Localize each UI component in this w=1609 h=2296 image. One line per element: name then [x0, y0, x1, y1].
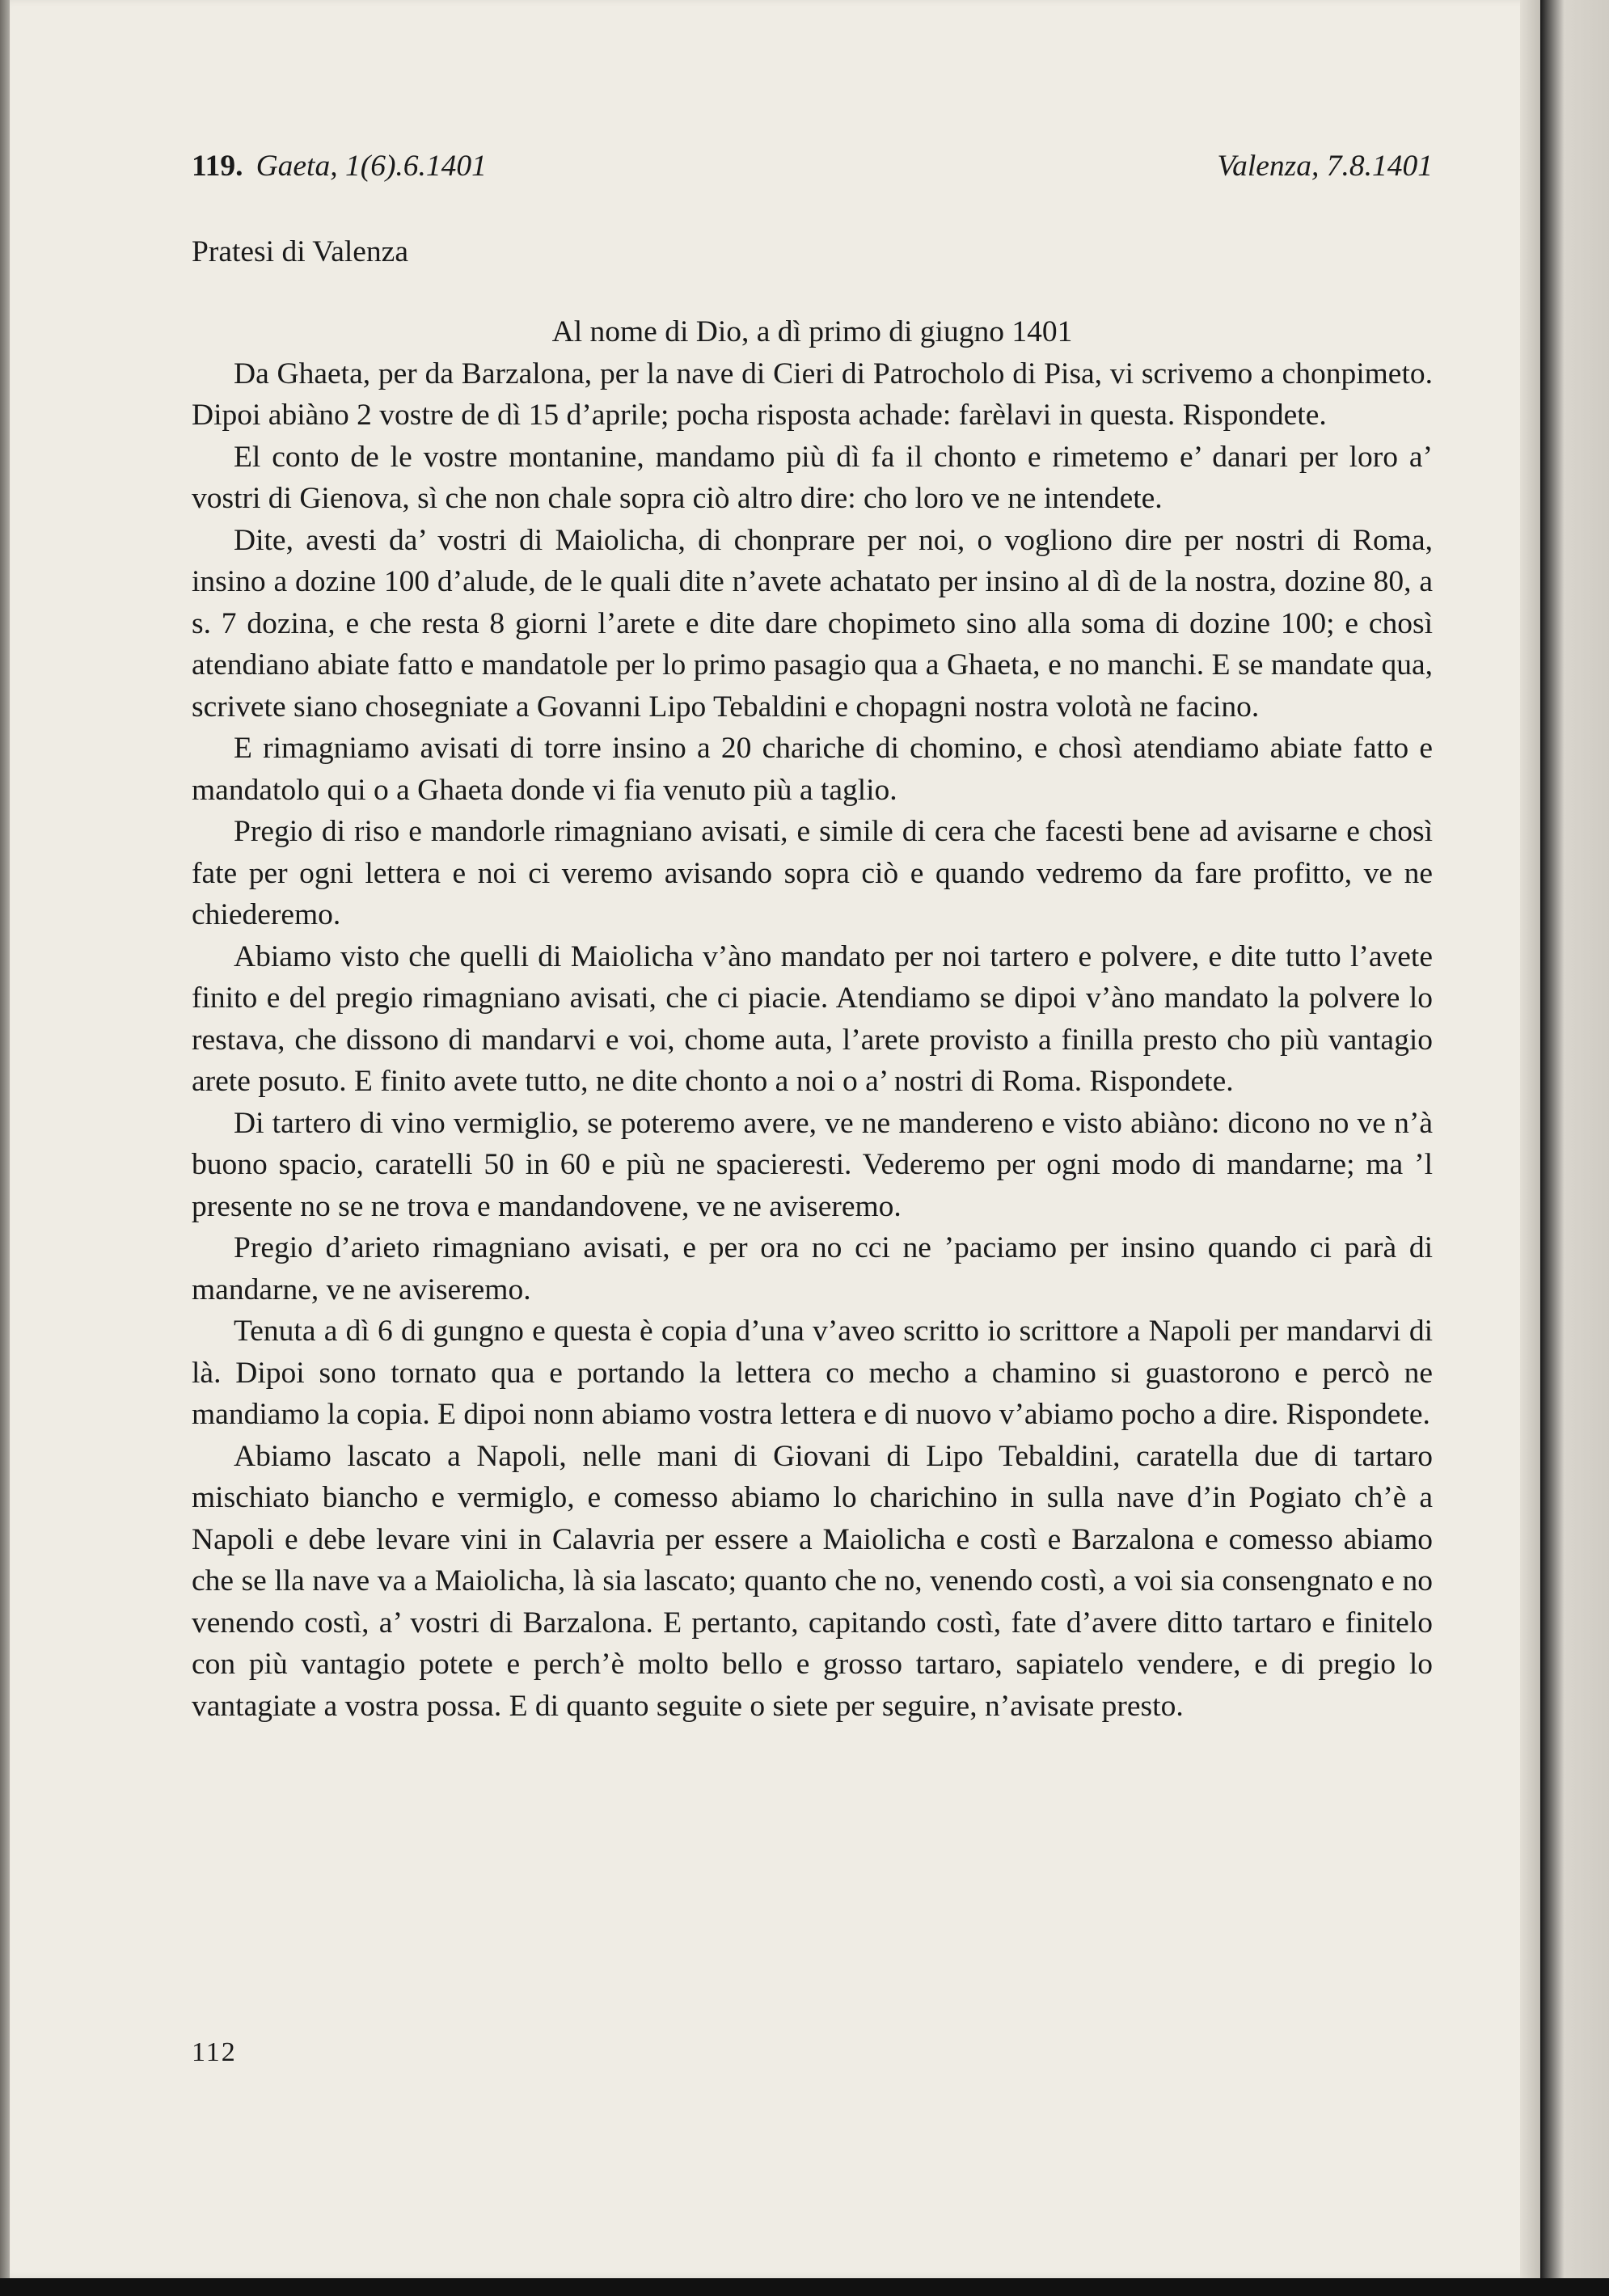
paragraph-10: Abiamo lascato a Napoli, nelle mani di Giovani di Lipo Tebaldini, caratella due di tartaro mischiato biancho e vermiglo, e comesso abiamo lo charichino in sulla nave d’in Pogiato ch’è a Napoli e debe levare vini in Calavria per essere a Maiolicha e costì e Barzalona e comesso abiamo che se lla nave va a Maiolicha, là sia lascato; quanto che no, venendo costì, a voi sia consengnato e no venendo costì, a’ vostri di Barzalona. E pertanto, capitando costì, fate d’avere ditto tartaro e finitelo con più vantagio potete e perch’è molto bello e grosso tartaro, sapiatelo vendere, e di pregio lo vantagiate a vostra possa. E di quanto seguite o siete per seguire, n’avisate presto. [192, 1439, 1433, 1723]
recipient: Pratesi di Valenza [192, 235, 408, 268]
page-number: 112 [192, 2037, 237, 2067]
letter-header [192, 146, 1433, 194]
salutation: Al nome di Dio, a dì primo di giugno 1401 [551, 315, 1073, 348]
paragraph-2: El conto de le vostre montanine, mandamo più dì fa il chonto e rimetemo e’ danari per loro a’ vostri di Gienova, sì che non chale sopra ciò altro dire: cho loro ve ne intendete. [192, 440, 1433, 515]
paragraph-1: Da Ghaeta, per da Barzalona, per la nave di Cieri di Patrocholo di Pisa, vi scrivemo a chonpimeto. Dipoi abiàno 2 vostre de dì 15 d’aprile; pocha risposta achade: farèlavi in questa. Rispondete. [192, 357, 1433, 432]
bottom-shadow [0, 2278, 1609, 2296]
paragraph-4: E rimagniamo avisati di torre insino a 20 chariche di chomino, e chosì atendiamo abiate fatto e mandatolo qui o a Ghaeta donde vi fia venuto più a taglio. [192, 732, 1433, 807]
header-left [192, 146, 487, 188]
paragraph-5: Pregio di riso e mandorle rimagniano avisati, e simile di cera che facesti bene ad avisarne e chosì fate per ogni lettera e noi ci veremo avisando sopra ciò e quando vedremo da fare profitto, ve ne chiederemo. [192, 815, 1433, 931]
paragraph-8: Pregio d’arieto rimagniano avisati, e per ora no cci ne ’paciamo per insino quando ci parà di mandarne, ve ne aviseremo. [192, 1231, 1433, 1306]
paragraph-9: Tenuta a dì 6 di gungno e questa è copia d’una v’aveo scritto io scrittore a Napoli per mandarvi di là. Dipoi sono tornato qua e portando la lettera co mecho a chamino si guastorono e percò ne mandiamo la copia. E dipoi nonn abiamo vostra lettera e di nuovo v’abiamo pocho a dire. Rispondete. [192, 1315, 1433, 1431]
sending-place-date: Gaeta, 1(6).6.1401 [255, 150, 487, 183]
letter-content [192, 146, 1433, 1727]
document-number: 119. [192, 150, 243, 183]
next-page-edge [1540, 0, 1609, 2296]
paragraph-6: Abiamo visto che quelli di Maiolicha v’àno mandato per noi tartero e polvere, e dite tutto l’avete finito e del pregio rimagniano avisati, che ci piacie. Atendiamo se dipoi v’àno mandato la polvere lo restava, che dissono di mandarvi e voi, chome auta, l’arete provisto a finilla presto cho più vantagio arete posuto. E finito avete tutto, ne dite chonto a noi o a’ nostri di Roma. Rispondete. [192, 939, 1433, 1098]
paragraph-3: Dite, avesti da’ vostri di Maiolicha, di chonprare per noi, o vogliono dire per nostri di Roma, insino a dozine 100 d’alude, de le quali dite n’avete achatato per insino al dì de la nostra, dozine 80, a s. 7 dozina, e che resta 8 giorni l’arete e dite dare chopimeto sino alla soma di dozine 100; e chosì atendiano abiate fatto e mandatole per lo primo pasagio qua a Ghaeta, e no manchi. E se mandate qua, scrivete siano chosegniate a Govanni Lipo Tebaldini e chopagni nostra volotà ne facino. [192, 523, 1433, 724]
paragraph-7: Di tartero di vino vermiglio, se poteremo avere, ve ne mandereno e visto abiàno: dicono no ve n’à buono spacio, caratelli 50 in 60 e più ne spacieresti. Vederemo per ogni modo di mandarne; ma ’l presente no se ne trova e mandandovene, ve ne aviseremo. [192, 1106, 1433, 1223]
receiving-place-date: Valenza, 7.8.1401 [1217, 150, 1433, 183]
